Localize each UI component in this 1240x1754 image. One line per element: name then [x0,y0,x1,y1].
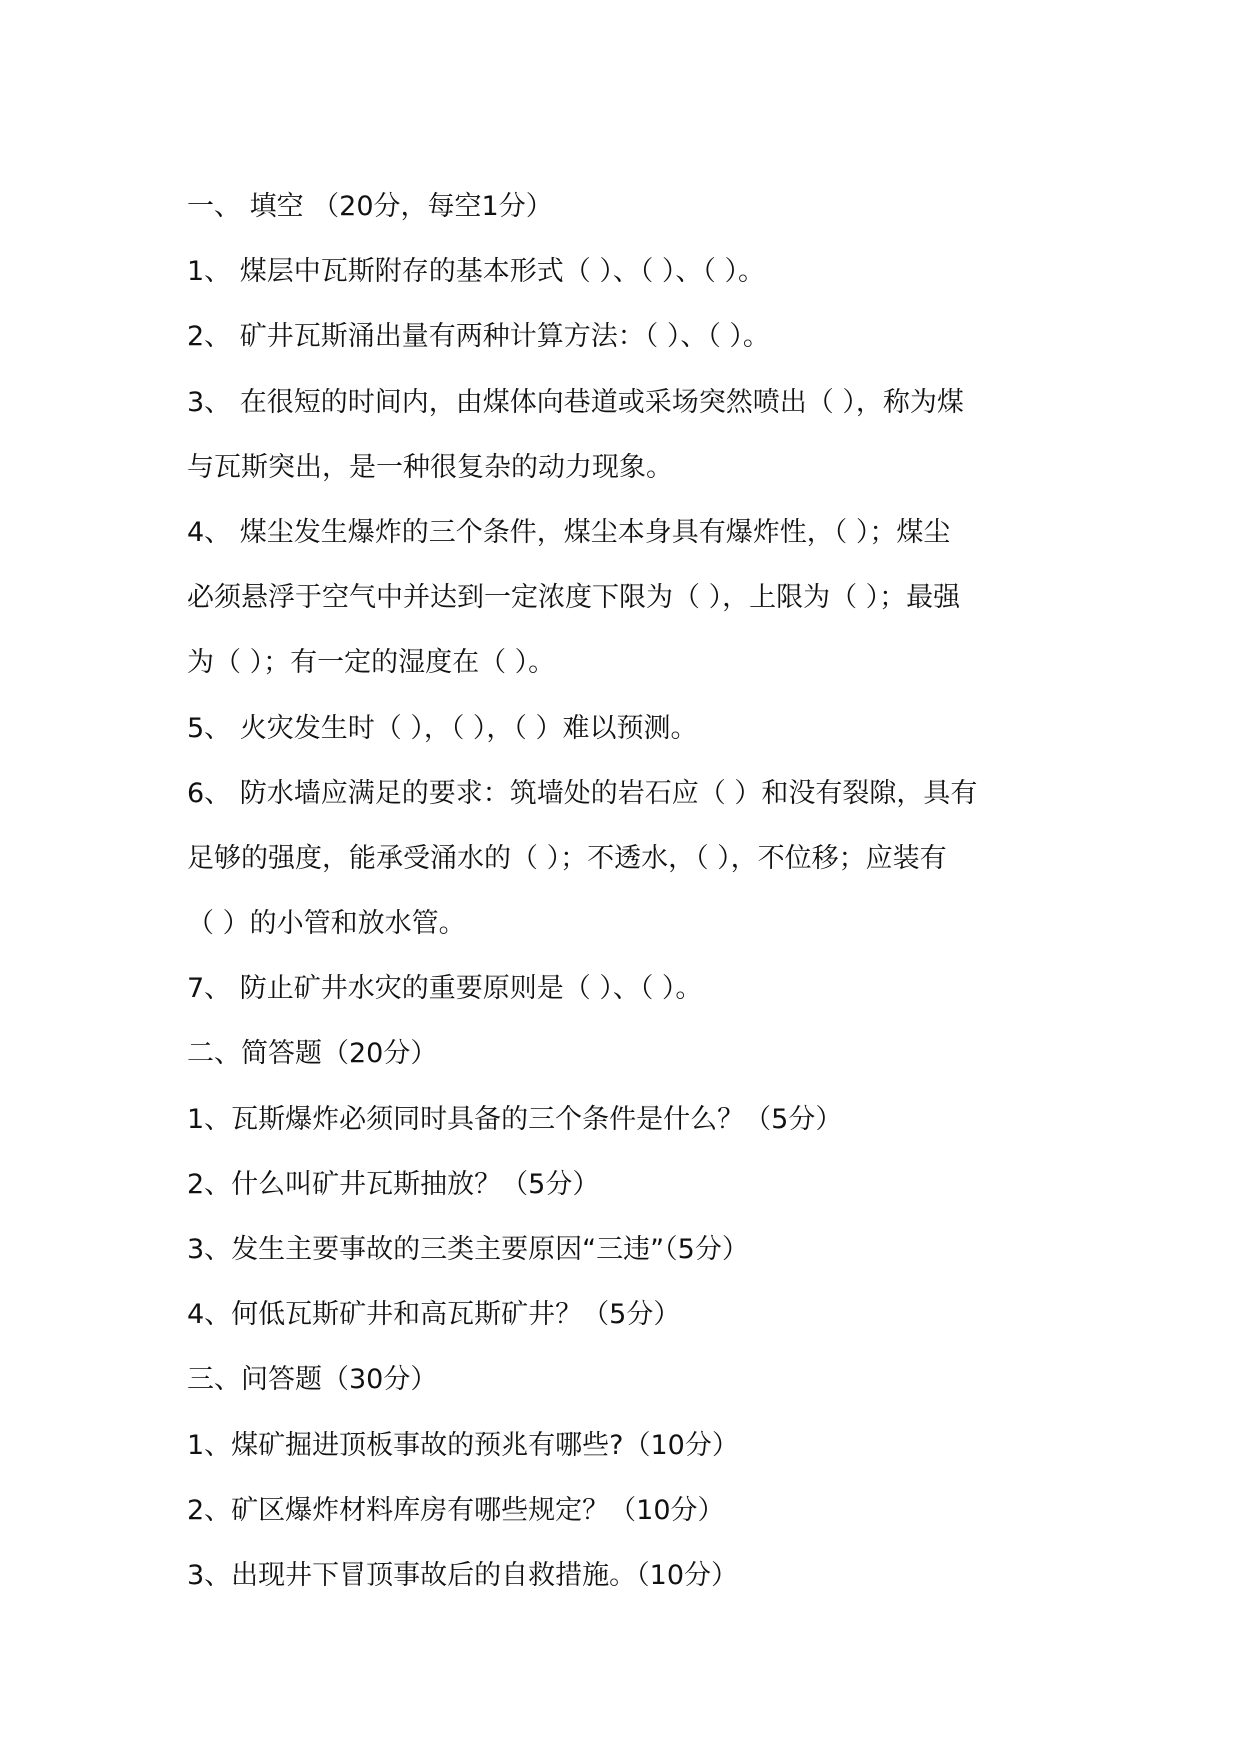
section-heading-questions: 三、问答题（30分） [187,1364,438,1396]
question-line: 7、 防止矿井水灾的重要原则是（ ）、（ ）。 [187,973,703,1005]
question-line: 4、 煤尘发生爆炸的三个条件，煤尘本身具有爆炸性，（ ）；煤尘 [187,516,951,548]
question-line: 与瓦斯突出，是一种很复杂的动力现象。 [187,451,673,483]
section-heading-short-answer: 二、简答题（20分） [187,1038,438,1070]
question-line: 1、煤矿掘进顶板事故的预兆有哪些?（10分） [187,1429,739,1461]
question-line: 必须悬浮于空气中并达到一定浓度下限为（ ），上限为（ ）；最强 [187,582,961,614]
question-line: 3、 在很短的时间内，由煤体向巷道或采场突然喷出（ ），称为煤 [187,386,964,418]
question-line: 6、 防水墙应满足的要求：筑墙处的岩石应（ ）和没有裂隙，具有 [187,777,978,809]
section-heading-fill-in: 一、 填空 （20分，每空1分） [187,191,553,222]
question-line: 2、什么叫矿井瓦斯抽放？（5分） [187,1168,600,1200]
question-line: 足够的强度，能承受涌水的（ ）；不透水，（ ），不位移；应装有 [187,842,947,874]
question-line: 1、 煤层中瓦斯附存的基本形式（ ）、（ ）、（ ）。 [187,256,766,288]
question-line: 2、矿区爆炸材料库房有哪些规定？（10分） [187,1494,725,1526]
question-line: （ ）的小管和放水管。 [187,908,466,940]
question-line: 2、 矿井瓦斯涌出量有两种计算方法：（ ）、（ ）。 [187,321,770,353]
question-line: 3、出现井下冒顶事故后的自救措施。（10分） [187,1559,739,1591]
question-line: 5、 火灾发生时（ ），（ ），（ ）难以预测。 [187,712,698,744]
question-line: 1、瓦斯爆炸必须同时具备的三个条件是什么？（5分） [187,1103,843,1135]
question-line: 3、发生主要事故的三类主要原因“三违”（5分） [187,1234,749,1265]
question-line: 为（ ）；有一定的湿度在（ ）。 [187,647,556,679]
question-line: 4、何低瓦斯矿井和高瓦斯矿井？（5分） [187,1299,681,1331]
